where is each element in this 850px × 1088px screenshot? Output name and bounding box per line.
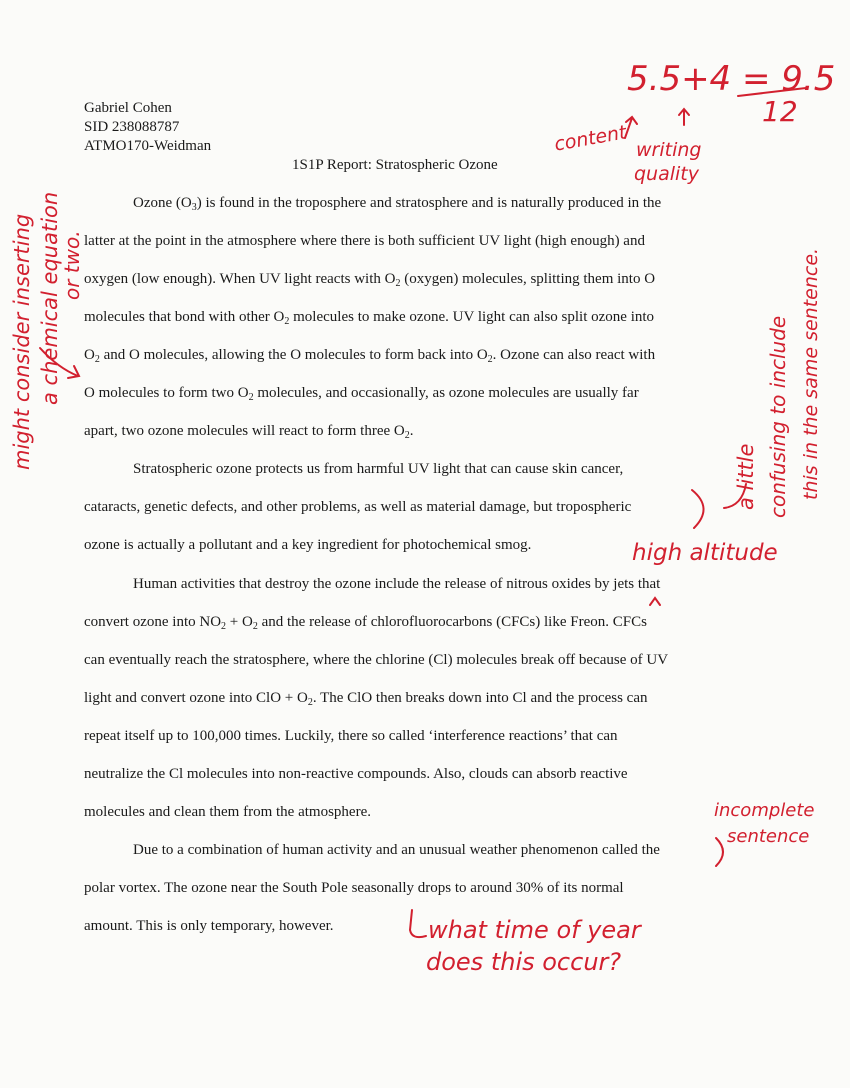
incomplete-note: incomplete: [714, 800, 815, 821]
writing-label: writing: [636, 139, 702, 161]
body-line: amount. This is only temporary, however.: [84, 918, 334, 934]
caret-mark: [650, 598, 660, 605]
body-line: polar vortex. The ozone near the South Pole seasonally drops to around 30% of its normal: [84, 880, 624, 896]
body-line: apart, two ozone molecules will react to form three $O_2$.: [84, 423, 414, 441]
body-line: Due to a combination of human activity and an unusual weather phenomenon called the: [133, 842, 660, 858]
body-line: repeat itself up to 100,000 times. Luckily, there so called ‘interference reactions’ that can: [84, 728, 618, 744]
body-line: Ozone $(O_3)$ is found in the troposphere and stratosphere and is naturally produced in the: [133, 195, 662, 213]
question-hook: [410, 910, 426, 937]
course-code: ATMO170-Weidman: [84, 138, 212, 154]
body-line: neutralize the Cl molecules into non-reactive compounds. Also, clouds can absorb reactive: [84, 766, 628, 782]
student-id: SID 238088787: [84, 119, 180, 135]
body-line: can eventually reach the stratosphere, where the chlorine (Cl) molecules break off because of UV: [84, 652, 669, 668]
body-line: O molecules to form two $O_2$ molecules, and occasionally, as ozone molecules are usually far: [84, 385, 639, 403]
sentence-note: sentence: [727, 826, 810, 847]
body-line: oxygen (low enough). When UV light reacts with $O_2$ (oxygen) molecules, splitting them into O: [84, 271, 656, 289]
body-line: ozone is actually a pollutant and a key ingredient for photochemical smog.: [84, 537, 532, 553]
author-name: Gabriel Cohen: [84, 100, 172, 116]
content-label: content: [552, 121, 629, 156]
body-line: Human activities that destroy the ozone include the release of nitrous oxides by jets that: [133, 576, 661, 592]
quality-label: quality: [634, 163, 699, 185]
question-note-2: does this occur?: [426, 948, 622, 976]
body-line: molecules that bond with other $O_2$ molecules to make ozone. UV light can also split ozone into: [84, 309, 655, 327]
right-margin-note-3: this in the same sentence.: [800, 247, 822, 500]
question-note-1: what time of year: [428, 916, 641, 944]
left-margin-note-2: a chemical equation: [38, 191, 62, 405]
body-line: convert ozone into $NO_2 + O_2$ and the release of chlorofluorocarbons (CFCs) like Freon. CFCs: [84, 614, 647, 632]
score-total: 12: [762, 95, 798, 128]
body-line: cataracts, genetic defects, and other problems, as well as material damage, but tropospheric: [84, 499, 632, 515]
incomplete-bracket: [716, 838, 723, 866]
right-margin-note-1: a little: [734, 443, 758, 510]
right-margin-note-2: confusing to include: [766, 315, 790, 518]
body-line: molecules and clean them from the atmosphere.: [84, 804, 371, 820]
left-margin-note-1: might consider inserting: [10, 213, 34, 470]
body-line: light and convert ozone into ClO + $O_2$. The ClO then breaks down into Cl and the process can: [84, 690, 648, 708]
body-line: $O_2$ and O molecules, allowing the O molecules to form back into $O_2$. Ozone can also react with: [84, 347, 656, 365]
bracket-mark: [692, 490, 704, 528]
writing-arrow: [679, 109, 689, 125]
high-altitude-note: high altitude: [632, 540, 778, 566]
score-annotation: 5.5+4 = 9.5: [627, 59, 836, 99]
left-margin-note-3: or two.: [60, 230, 84, 300]
report-title: 1S1P Report: Stratospheric Ozone: [292, 157, 498, 173]
body-line: Stratospheric ozone protects us from harmful UV light that can cause skin cancer,: [133, 461, 624, 477]
body-line: latter at the point in the atmosphere where there is both sufficient UV light (high enough) and: [84, 233, 645, 249]
